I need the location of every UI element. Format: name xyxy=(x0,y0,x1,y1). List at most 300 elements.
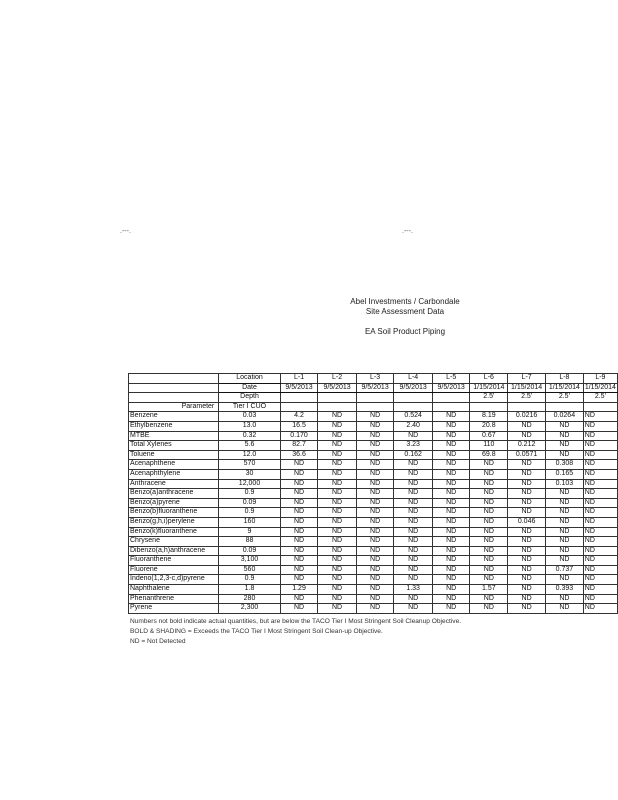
result-cell: ND xyxy=(394,537,433,547)
result-cell: ND xyxy=(356,431,394,441)
table-row xyxy=(129,594,618,604)
result-cell: ND xyxy=(280,469,318,479)
result-cell: ND xyxy=(280,460,318,470)
table-row xyxy=(129,556,618,566)
result-cell: ND xyxy=(508,604,546,614)
result-cell: ND xyxy=(356,450,394,460)
note-1: Numbers not bold indicate actual quantities, but are below the TACO Tier I Most Stringent Soil Cleanup Objective. xyxy=(130,618,462,625)
result-cell: ND xyxy=(432,517,470,527)
result-cell: ND xyxy=(280,479,318,489)
table-row xyxy=(129,450,618,460)
parameter-name: MTBE xyxy=(129,431,219,441)
document-title: Abel Investments / Carbondale xyxy=(350,297,460,306)
result-cell: ND xyxy=(356,460,394,470)
result-cell: 69.8 xyxy=(470,450,508,460)
result-cell: ND xyxy=(546,556,584,566)
result-cell: 0.212 xyxy=(508,441,546,451)
cuo-value: 12,000 xyxy=(219,479,280,489)
result-cell: ND xyxy=(432,527,470,537)
result-cell: 110 xyxy=(470,441,508,451)
result-cell: 0.0264 xyxy=(546,412,584,422)
location-header: L-9 xyxy=(583,374,617,384)
result-cell: ND xyxy=(546,431,584,441)
result-cell: 3.23 xyxy=(394,441,433,451)
parameter-name: Pyrene xyxy=(129,604,219,614)
location-header: L-5 xyxy=(432,374,470,384)
location-header: L-2 xyxy=(318,374,357,384)
table-row xyxy=(129,489,618,499)
depth-label: Depth xyxy=(219,393,280,403)
result-cell: ND xyxy=(356,469,394,479)
result-cell: ND xyxy=(394,604,433,614)
result-cell: ND xyxy=(508,508,546,518)
table-row xyxy=(129,517,618,527)
result-cell: ND xyxy=(318,498,357,508)
result-cell: 8.19 xyxy=(470,412,508,422)
result-cell: 1.29 xyxy=(280,585,318,595)
result-cell: ND xyxy=(318,469,357,479)
result-cell: ND xyxy=(318,450,357,460)
result-cell: 0.308 xyxy=(546,460,584,470)
result-cell: ND xyxy=(318,479,357,489)
depth-cell xyxy=(280,393,318,403)
cuo-value: 12.0 xyxy=(219,450,280,460)
result-cell: ND xyxy=(356,508,394,518)
parameter-name: Phenanthrene xyxy=(129,594,219,604)
result-cell: ND xyxy=(394,546,433,556)
parameter-name: Benzo(a)pyrene xyxy=(129,498,219,508)
result-cell: ND xyxy=(470,489,508,499)
result-cell: ND xyxy=(432,604,470,614)
result-cell: ND xyxy=(583,604,617,614)
date-cell: 9/5/2013 xyxy=(280,383,318,393)
result-cell: ND xyxy=(394,556,433,566)
scan-artifact-right: .-‐-. xyxy=(402,228,413,235)
result-cell: ND xyxy=(546,450,584,460)
date-row xyxy=(129,383,618,393)
result-cell: ND xyxy=(508,565,546,575)
result-cell: ND xyxy=(546,537,584,547)
parameter-name: Indeno(1,2,3-c,d)pyrene xyxy=(129,575,219,585)
depth-cell xyxy=(356,393,394,403)
result-cell: ND xyxy=(280,508,318,518)
result-cell: ND xyxy=(394,517,433,527)
result-cell: ND xyxy=(280,556,318,566)
note-3: ND = Not Detected xyxy=(130,638,186,645)
result-cell: ND xyxy=(583,489,617,499)
result-cell: ND xyxy=(583,460,617,470)
result-cell: ND xyxy=(583,527,617,537)
result-cell: 0.046 xyxy=(508,517,546,527)
result-cell: ND xyxy=(546,498,584,508)
result-cell: ND xyxy=(470,469,508,479)
result-cell: ND xyxy=(280,517,318,527)
result-cell: ND xyxy=(356,575,394,585)
result-cell: ND xyxy=(356,565,394,575)
table-row xyxy=(129,498,618,508)
result-cell: ND xyxy=(318,412,357,422)
result-cell: ND xyxy=(432,489,470,499)
result-cell: ND xyxy=(356,421,394,431)
result-cell: ND xyxy=(470,460,508,470)
result-cell: ND xyxy=(318,556,357,566)
depth-cell: 2.5' xyxy=(508,393,546,403)
result-cell: ND xyxy=(470,508,508,518)
result-cell: ND xyxy=(546,517,584,527)
result-cell: ND xyxy=(508,421,546,431)
note-2: BOLD & SHADING = Exceeds the TACO Tier I Most Stringent Soil Clean-up Objective. xyxy=(130,628,383,635)
result-cell: 0.162 xyxy=(394,450,433,460)
table-row xyxy=(129,479,618,489)
table-row xyxy=(129,537,618,547)
result-cell: ND xyxy=(508,546,546,556)
result-cell: 0.393 xyxy=(546,585,584,595)
result-cell: ND xyxy=(280,489,318,499)
result-cell: ND xyxy=(394,431,433,441)
table-row xyxy=(129,508,618,518)
result-cell: ND xyxy=(394,460,433,470)
result-cell: ND xyxy=(546,441,584,451)
parameter-name: Benzo(g,h,i)perylene xyxy=(129,517,219,527)
result-cell: ND xyxy=(318,585,357,595)
result-cell: 0.165 xyxy=(546,469,584,479)
cuo-value: 160 xyxy=(219,517,280,527)
result-cell: ND xyxy=(508,479,546,489)
parameter-name: Toluene xyxy=(129,450,219,460)
result-cell: ND xyxy=(280,565,318,575)
result-cell: ND xyxy=(280,594,318,604)
cuo-value: 3,100 xyxy=(219,556,280,566)
result-cell: ND xyxy=(356,594,394,604)
cuo-value: 0.9 xyxy=(219,508,280,518)
table-row xyxy=(129,546,618,556)
result-cell: ND xyxy=(318,527,357,537)
depth-cell: 2.5' xyxy=(546,393,584,403)
scan-artifact-left: .-‐-. xyxy=(120,228,131,235)
result-cell: ND xyxy=(280,575,318,585)
result-cell: ND xyxy=(583,469,617,479)
parameter-name: Benzo(b)fluoranthene xyxy=(129,508,219,518)
result-cell: ND xyxy=(583,537,617,547)
header-blank xyxy=(129,393,219,403)
cuo-value: 0.32 xyxy=(219,431,280,441)
result-cell: ND xyxy=(394,479,433,489)
result-cell: ND xyxy=(432,565,470,575)
result-cell: ND xyxy=(508,469,546,479)
result-cell: ND xyxy=(356,546,394,556)
result-cell: ND xyxy=(583,450,617,460)
parameter-name: Ethylbenzene xyxy=(129,421,219,431)
result-cell: 4.2 xyxy=(280,412,318,422)
result-cell: 2.40 xyxy=(394,421,433,431)
parameter-name: Acenaphthylene xyxy=(129,469,219,479)
date-cell: 1/15/2014 xyxy=(470,383,508,393)
result-cell: 1.33 xyxy=(394,585,433,595)
result-cell: ND xyxy=(356,517,394,527)
result-cell: ND xyxy=(318,421,357,431)
parameter-name: Total Xylenes xyxy=(129,441,219,451)
cuo-value: 30 xyxy=(219,469,280,479)
cuo-value: 280 xyxy=(219,594,280,604)
result-cell: ND xyxy=(318,604,357,614)
result-cell: ND xyxy=(394,594,433,604)
result-cell: ND xyxy=(546,575,584,585)
depth-cell xyxy=(432,393,470,403)
result-cell: ND xyxy=(432,412,470,422)
table-row xyxy=(129,431,618,441)
date-cell: 1/15/2014 xyxy=(546,383,584,393)
result-cell: ND xyxy=(546,489,584,499)
result-cell: ND xyxy=(394,508,433,518)
parameter-name: Benzene xyxy=(129,412,219,422)
result-cell: ND xyxy=(583,565,617,575)
result-cell: ND xyxy=(583,431,617,441)
result-cell: ND xyxy=(470,575,508,585)
result-cell: ND xyxy=(432,421,470,431)
cuo-label: Tier I CUO xyxy=(219,402,280,412)
cuo-value: 0.09 xyxy=(219,546,280,556)
result-cell: ND xyxy=(318,460,357,470)
result-cell: ND xyxy=(394,565,433,575)
location-header: L-4 xyxy=(394,374,433,384)
cuo-value: 0.03 xyxy=(219,412,280,422)
result-cell: ND xyxy=(356,537,394,547)
date-label: Date xyxy=(219,383,280,393)
cuo-value: 0.09 xyxy=(219,498,280,508)
result-cell: ND xyxy=(318,489,357,499)
result-cell: ND xyxy=(432,469,470,479)
result-cell: ND xyxy=(318,431,357,441)
parameter-name: Naphthalene xyxy=(129,585,219,595)
depth-cell xyxy=(394,393,433,403)
location-label: Location xyxy=(219,374,280,384)
result-cell: ND xyxy=(508,527,546,537)
result-cell: ND xyxy=(280,546,318,556)
result-cell: ND xyxy=(546,527,584,537)
result-cell: ND xyxy=(432,498,470,508)
date-cell: 9/5/2013 xyxy=(432,383,470,393)
result-cell: ND xyxy=(318,441,357,451)
date-cell: 9/5/2013 xyxy=(356,383,394,393)
depth-cell: 2.5' xyxy=(583,393,617,403)
parameter-label: Parameter xyxy=(129,402,219,412)
result-cell: ND xyxy=(583,508,617,518)
cuo-value: 9 xyxy=(219,527,280,537)
result-cell: ND xyxy=(280,498,318,508)
result-cell: ND xyxy=(356,441,394,451)
date-cell: 9/5/2013 xyxy=(318,383,357,393)
result-cell: ND xyxy=(356,489,394,499)
date-cell: 9/5/2013 xyxy=(394,383,433,393)
parameter-header-row xyxy=(129,402,618,412)
result-cell: ND xyxy=(546,508,584,518)
date-cell: 1/15/2014 xyxy=(508,383,546,393)
table-row xyxy=(129,460,618,470)
result-cell: ND xyxy=(583,594,617,604)
parameter-name: Dibenzo(a,h)anthracene xyxy=(129,546,219,556)
result-cell: ND xyxy=(508,594,546,604)
result-cell: ND xyxy=(280,537,318,547)
result-cell: 1.57 xyxy=(470,585,508,595)
result-cell: 0.170 xyxy=(280,431,318,441)
table-row xyxy=(129,441,618,451)
soil-data-table xyxy=(128,373,618,614)
result-cell: ND xyxy=(318,517,357,527)
result-cell: ND xyxy=(318,575,357,585)
result-cell: 20.8 xyxy=(470,421,508,431)
table-row xyxy=(129,421,618,431)
result-cell: 16.5 xyxy=(280,421,318,431)
parameter-name: Benzo(k)fluoranthene xyxy=(129,527,219,537)
result-cell: ND xyxy=(470,556,508,566)
result-cell: ND xyxy=(432,479,470,489)
result-cell: ND xyxy=(470,527,508,537)
table-row xyxy=(129,604,618,614)
parameter-name: Chrysene xyxy=(129,537,219,547)
result-cell: ND xyxy=(432,585,470,595)
result-cell: ND xyxy=(318,537,357,547)
result-cell: ND xyxy=(546,546,584,556)
result-cell: ND xyxy=(470,537,508,547)
parameter-name: Anthracene xyxy=(129,479,219,489)
table-row xyxy=(129,527,618,537)
result-cell: ND xyxy=(583,556,617,566)
result-cell: ND xyxy=(583,517,617,527)
result-cell: ND xyxy=(318,565,357,575)
result-cell: ND xyxy=(318,508,357,518)
result-cell: ND xyxy=(546,604,584,614)
result-cell: ND xyxy=(583,498,617,508)
result-cell: 0.67 xyxy=(470,431,508,441)
result-cell: 36.6 xyxy=(280,450,318,460)
result-cell: ND xyxy=(508,498,546,508)
table-row xyxy=(129,565,618,575)
document-subtitle: Site Assessment Data xyxy=(365,307,445,316)
result-cell: ND xyxy=(318,546,357,556)
result-cell: ND xyxy=(356,498,394,508)
result-cell: ND xyxy=(394,527,433,537)
result-cell: ND xyxy=(508,431,546,441)
result-cell: ND xyxy=(546,594,584,604)
result-cell: ND xyxy=(583,421,617,431)
parameter-name: Acenaphthene xyxy=(129,460,219,470)
table-row xyxy=(129,412,618,422)
result-cell: ND xyxy=(356,585,394,595)
result-cell: ND xyxy=(583,412,617,422)
table-caption: EA Soil Product Piping xyxy=(364,327,446,336)
result-cell: 0.103 xyxy=(546,479,584,489)
result-cell: ND xyxy=(470,479,508,489)
table-row xyxy=(129,469,618,479)
cuo-value: 13.0 xyxy=(219,421,280,431)
cuo-value: 2,300 xyxy=(219,604,280,614)
result-cell: ND xyxy=(356,479,394,489)
result-cell: 0.524 xyxy=(394,412,433,422)
result-cell: ND xyxy=(508,585,546,595)
result-cell: ND xyxy=(583,585,617,595)
result-cell: ND xyxy=(470,604,508,614)
result-cell: ND xyxy=(432,460,470,470)
cuo-value: 560 xyxy=(219,565,280,575)
result-cell: ND xyxy=(356,604,394,614)
result-cell: ND xyxy=(508,537,546,547)
result-cell: 82.7 xyxy=(280,441,318,451)
result-cell: ND xyxy=(394,498,433,508)
result-cell: 0.0216 xyxy=(508,412,546,422)
result-cell: ND xyxy=(356,412,394,422)
result-cell: ND xyxy=(583,575,617,585)
result-cell: ND xyxy=(432,508,470,518)
result-cell: ND xyxy=(508,575,546,585)
parameter-name: Fluorene xyxy=(129,565,219,575)
table-row xyxy=(129,575,618,585)
result-cell: ND xyxy=(432,441,470,451)
result-cell: ND xyxy=(583,479,617,489)
header-blank xyxy=(129,374,219,384)
depth-row xyxy=(129,393,618,403)
result-cell: ND xyxy=(432,556,470,566)
result-cell: ND xyxy=(432,431,470,441)
result-cell: ND xyxy=(432,450,470,460)
result-cell: ND xyxy=(470,546,508,556)
cuo-value: 0.9 xyxy=(219,489,280,499)
result-cell: ND xyxy=(432,546,470,556)
result-cell: ND xyxy=(394,469,433,479)
result-cell: 0.0571 xyxy=(508,450,546,460)
cuo-value: 570 xyxy=(219,460,280,470)
location-header: L-8 xyxy=(546,374,584,384)
depth-cell: 2.5' xyxy=(470,393,508,403)
result-cell: ND xyxy=(508,556,546,566)
result-cell: ND xyxy=(583,546,617,556)
result-cell: ND xyxy=(394,489,433,499)
cuo-value: 5.6 xyxy=(219,441,280,451)
location-header: L-6 xyxy=(470,374,508,384)
result-cell: ND xyxy=(432,575,470,585)
location-header: L-3 xyxy=(356,374,394,384)
cuo-value: 0.9 xyxy=(219,575,280,585)
table-row xyxy=(129,585,618,595)
location-header: L-1 xyxy=(280,374,318,384)
result-cell: ND xyxy=(470,517,508,527)
cuo-value: 88 xyxy=(219,537,280,547)
result-cell: ND xyxy=(432,537,470,547)
header-blank xyxy=(129,383,219,393)
parameter-name: Fluoranthene xyxy=(129,556,219,566)
result-cell: ND xyxy=(394,575,433,585)
result-cell: ND xyxy=(508,489,546,499)
result-cell: ND xyxy=(546,421,584,431)
result-cell: ND xyxy=(470,498,508,508)
result-cell: ND xyxy=(470,594,508,604)
depth-cell xyxy=(318,393,357,403)
location-header: L-7 xyxy=(508,374,546,384)
table-body xyxy=(129,412,618,613)
location-row xyxy=(129,374,618,384)
result-cell: ND xyxy=(280,604,318,614)
parameter-name: Benzo(a)anthracene xyxy=(129,489,219,499)
result-cell: ND xyxy=(508,460,546,470)
result-cell: ND xyxy=(280,527,318,537)
date-cell: 1/15/2014 xyxy=(583,383,617,393)
result-cell: ND xyxy=(470,565,508,575)
result-cell: ND xyxy=(583,441,617,451)
result-cell: ND xyxy=(318,594,357,604)
result-cell: ND xyxy=(356,556,394,566)
result-cell: ND xyxy=(356,527,394,537)
result-cell: 0.737 xyxy=(546,565,584,575)
result-cell: ND xyxy=(432,594,470,604)
